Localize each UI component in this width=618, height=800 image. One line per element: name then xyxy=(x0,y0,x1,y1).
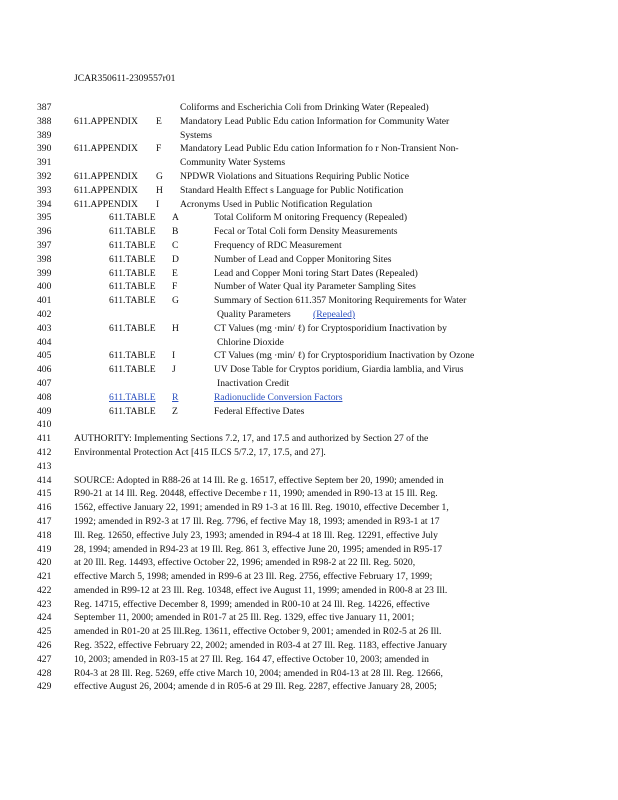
line-number: 414 xyxy=(37,474,52,486)
document-line xyxy=(0,142,618,156)
line-number: 416 xyxy=(37,502,52,514)
document-line xyxy=(0,543,618,557)
document-line xyxy=(0,377,618,391)
section-letter: B xyxy=(172,226,179,238)
section-title: Chlorine Dioxide xyxy=(217,336,284,348)
section-title: Lead and Copper Moni toring Start Dates (Repealed) xyxy=(214,267,418,279)
section-letter: I xyxy=(172,350,176,362)
document-line xyxy=(0,460,618,474)
section-id: 611.APPENDIX xyxy=(74,198,138,210)
paragraph-text: amended in R99-12 at 23 Ill. Reg. 10348, effect ive August 11, 1999; amended in R00-8 at 23 Ill. xyxy=(74,584,448,596)
section-id: 611.TABLE xyxy=(109,212,156,224)
line-number: 398 xyxy=(37,253,52,265)
line-number: 404 xyxy=(37,336,52,348)
paragraph-text: amended in R01-20 at 25 Ill.Reg. 13611, effective October 9, 2001; amended in R02-5 at 26 Ill. xyxy=(74,626,442,638)
section-id: 611.TABLE xyxy=(109,226,156,238)
line-number: 395 xyxy=(37,212,52,224)
section-title: Fecal or Total Coli form Density Measurements xyxy=(214,226,398,238)
line-number: 411 xyxy=(37,433,52,445)
paragraph-text: Environmental Protection Act [415 ILCS 5/7.2, 17, 17.5, and 27]. xyxy=(74,446,326,458)
paragraph-text: 1562, effective January 22, 1991; amended in R9 1-3 at 16 Ill. Reg. 19010, effective December 1, xyxy=(74,502,449,514)
line-number: 419 xyxy=(37,543,52,555)
document-line xyxy=(0,680,618,694)
section-id: 611.APPENDIX xyxy=(74,143,138,155)
section-title: Systems xyxy=(180,129,212,141)
section-title: Frequency of RDC Measurement xyxy=(214,239,342,251)
document-line xyxy=(0,349,618,363)
paragraph-text: AUTHORITY: Implementing Sections 7.2, 17, and 17.5 and authorized by Section 27 of the xyxy=(74,433,429,445)
section-title: CT Values (mg ·min/ ℓ) for Cryptosporidium Inactivation by xyxy=(214,322,447,334)
line-number: 421 xyxy=(37,571,52,583)
document-line xyxy=(0,598,618,612)
line-number: 413 xyxy=(37,460,52,472)
line-number: 397 xyxy=(37,239,52,251)
paragraph-text: effective March 5, 1998; amended in R99-6 at 23 Ill. Reg. 2756, effective February 17, 1999; xyxy=(74,571,433,583)
section-letter: G xyxy=(172,295,179,307)
line-number: 396 xyxy=(37,226,52,238)
section-letter: D xyxy=(172,253,179,265)
document-line xyxy=(0,405,618,419)
section-id: 611.TABLE xyxy=(109,322,156,334)
line-number: 400 xyxy=(37,281,52,293)
document-line xyxy=(0,101,618,115)
document-lines xyxy=(0,101,618,694)
document-line xyxy=(0,115,618,129)
section-title: Inactivation Credit xyxy=(217,377,290,389)
paragraph-text: effective August 26, 2004; amende d in R05-6 at 29 Ill. Reg. 2287, effective January 28, 2005; xyxy=(74,681,437,693)
section-title: Standard Health Effect s Language for Public Notification xyxy=(180,184,404,196)
line-number: 424 xyxy=(37,612,52,624)
document-line xyxy=(0,129,618,143)
document-line xyxy=(0,184,618,198)
section-id: 611.TABLE xyxy=(109,350,156,362)
document-line xyxy=(0,239,618,253)
section-letter[interactable]: R xyxy=(172,391,179,403)
paragraph-text: R90-21 at 14 Ill. Reg. 20448, effective Decembe r 11, 1990; amended in R90-13 at 15 Ill. Reg. xyxy=(74,488,438,500)
document-line xyxy=(0,308,618,322)
line-number: 393 xyxy=(37,184,52,196)
line-number: 387 xyxy=(37,102,52,113)
document-line xyxy=(0,225,618,239)
document-line xyxy=(0,556,618,570)
section-title: Number of Lead and Copper Monitoring Sites xyxy=(214,253,392,265)
paragraph-text: Reg. 3522, effective February 22, 2002; amended in R03-4 at 27 Ill. Reg. 1183, effective January xyxy=(74,640,448,652)
line-number: 392 xyxy=(37,170,52,182)
line-number: 428 xyxy=(37,667,52,679)
section-letter: E xyxy=(156,115,162,127)
document-line xyxy=(0,487,618,501)
document-line xyxy=(0,570,618,584)
document-line xyxy=(0,391,618,405)
line-number: 390 xyxy=(37,143,52,155)
paragraph-text: Ill. Reg. 12650, effective July 23, 1993; amended in R94-4 at 18 Ill. Reg. 12291, effective July xyxy=(74,529,438,541)
section-letter: Z xyxy=(172,405,178,417)
line-number: 410 xyxy=(37,419,52,431)
section-letter: H xyxy=(172,322,179,334)
section-letter: G xyxy=(156,170,163,182)
section-letter: E xyxy=(172,267,178,279)
line-number: 418 xyxy=(37,529,52,541)
section-letter: F xyxy=(156,143,162,155)
line-number: 408 xyxy=(37,391,52,403)
document-line xyxy=(0,294,618,308)
line-number: 389 xyxy=(37,129,52,141)
document-line xyxy=(0,267,618,281)
document-line xyxy=(0,653,618,667)
paragraph-text: 28, 1994; amended in R94-23 at 19 Ill. Reg. 861 3, effective June 20, 1995; amended in R95-17 xyxy=(74,543,443,555)
line-number: 426 xyxy=(37,640,52,652)
document-line xyxy=(0,667,618,681)
line-number: 403 xyxy=(37,322,52,334)
line-number: 406 xyxy=(37,364,52,376)
document-line xyxy=(0,322,618,336)
section-title[interactable]: Radionuclide Conversion Factors xyxy=(214,391,343,403)
section-letter: J xyxy=(172,364,176,376)
section-id: 611.TABLE xyxy=(109,364,156,376)
section-letter: H xyxy=(156,184,163,196)
line-number: 409 xyxy=(37,405,52,417)
section-title: Mandatory Lead Public Edu cation Information for Community Water xyxy=(180,115,450,127)
section-id: 611.TABLE xyxy=(109,281,156,293)
section-title: Mandatory Lead Public Edu cation Information fo r Non-Transient Non- xyxy=(180,143,459,155)
line-number: 422 xyxy=(37,584,52,596)
line-number: 423 xyxy=(37,598,52,610)
line-number: 401 xyxy=(37,295,52,307)
document-line xyxy=(0,198,618,212)
section-id: 611.TABLE xyxy=(109,295,156,307)
paragraph-text: Reg. 14715, effective December 8, 1999; amended in R00-10 at 24 Ill. Reg. 14226, effective xyxy=(74,598,430,610)
document-line xyxy=(0,611,618,625)
paragraph-text: SOURCE: Adopted in R88-26 at 14 Ill. Re g. 16517, effective Septem ber 20, 1990; amended in xyxy=(74,474,444,486)
document-line xyxy=(0,625,618,639)
section-id: 611.TABLE xyxy=(109,253,156,265)
line-number: 412 xyxy=(37,446,52,458)
section-title: UV Dose Table for Cryptos poridium, Giardia lamblia, and Virus xyxy=(214,364,464,376)
section-letter: C xyxy=(172,239,179,251)
line-number: 391 xyxy=(37,157,52,169)
section-id: 611.TABLE xyxy=(109,267,156,279)
repealed-link[interactable]: (Repealed) xyxy=(313,308,356,320)
line-number: 388 xyxy=(37,115,52,127)
paragraph-text: September 11, 2000; amended in R01-7 at 25 Ill. Reg. 1329, effec tive January 11, 2001; xyxy=(74,612,415,624)
document-line xyxy=(0,639,618,653)
section-id: 611.TABLE xyxy=(109,405,156,417)
document-line xyxy=(0,432,618,446)
document-line xyxy=(0,446,618,460)
document-line xyxy=(0,363,618,377)
section-id[interactable]: 611.TABLE xyxy=(109,391,156,403)
section-title: Number of Water Qual ity Parameter Sampling Sites xyxy=(214,281,416,293)
document-id: JCAR350611-2309557r01 xyxy=(74,73,176,84)
line-number: 394 xyxy=(37,198,52,210)
section-letter: F xyxy=(172,281,178,293)
document-line xyxy=(0,211,618,225)
section-id: 611.APPENDIX xyxy=(74,170,138,182)
document-line xyxy=(0,584,618,598)
document-line xyxy=(0,170,618,184)
section-id: 611.TABLE xyxy=(109,239,156,251)
line-number: 425 xyxy=(37,626,52,638)
line-number: 429 xyxy=(37,681,52,693)
paragraph-text: at 20 Ill. Reg. 14493, effective October 22, 1996; amended in R98-2 at 22 Ill. Reg. 5020, xyxy=(74,557,416,569)
section-letter: A xyxy=(172,212,179,224)
line-number: 405 xyxy=(37,350,52,362)
paragraph-text: 1992; amended in R92-3 at 17 Ill. Reg. 7796, ef fective May 18, 1993; amended in R93-1 at 17 xyxy=(74,515,440,527)
section-letter: I xyxy=(156,198,160,210)
line-number: 415 xyxy=(37,488,52,500)
section-id: 611.APPENDIX xyxy=(74,115,138,127)
document-line xyxy=(0,280,618,294)
line-number: 407 xyxy=(37,377,52,389)
section-title: Community Water Systems xyxy=(180,157,286,169)
document-line xyxy=(0,515,618,529)
section-title: Total Coliform M onitoring Frequency (Repealed) xyxy=(214,212,408,224)
section-title: Acronyms Used in Public Notification Regulation xyxy=(180,198,373,210)
section-title: Coliforms and Escherichia Coli from Drinking Water (Repealed) xyxy=(180,102,429,113)
paragraph-text: R04-3 at 28 Ill. Reg. 5269, effe ctive March 10, 2004; amended in R04-13 at 28 Ill. Reg. 12666, xyxy=(74,667,443,679)
line-number: 399 xyxy=(37,267,52,279)
document-line xyxy=(0,418,618,432)
document-line xyxy=(0,156,618,170)
document-line xyxy=(0,474,618,488)
section-title: Quality Parameters xyxy=(217,308,291,320)
section-title: Summary of Section 611.357 Monitoring Requirements for Water xyxy=(214,295,467,307)
line-number: 402 xyxy=(37,308,52,320)
section-title: Federal Effective Dates xyxy=(214,405,305,417)
section-title: CT Values (mg ·min/ ℓ) for Cryptosporidium Inactivation by Ozone xyxy=(214,350,475,362)
line-number: 427 xyxy=(37,653,52,665)
section-title: NPDWR Violations and Situations Requiring Public Notice xyxy=(180,170,409,182)
line-number: 420 xyxy=(37,557,52,569)
document-line xyxy=(0,253,618,267)
document-line xyxy=(0,501,618,515)
section-id: 611.APPENDIX xyxy=(74,184,138,196)
line-number: 417 xyxy=(37,515,52,527)
document-line xyxy=(0,336,618,350)
paragraph-text: 10, 2003; amended in R03-15 at 27 Ill. Reg. 164 47, effective October 10, 2003; amended in xyxy=(74,653,429,665)
document-line xyxy=(0,529,618,543)
